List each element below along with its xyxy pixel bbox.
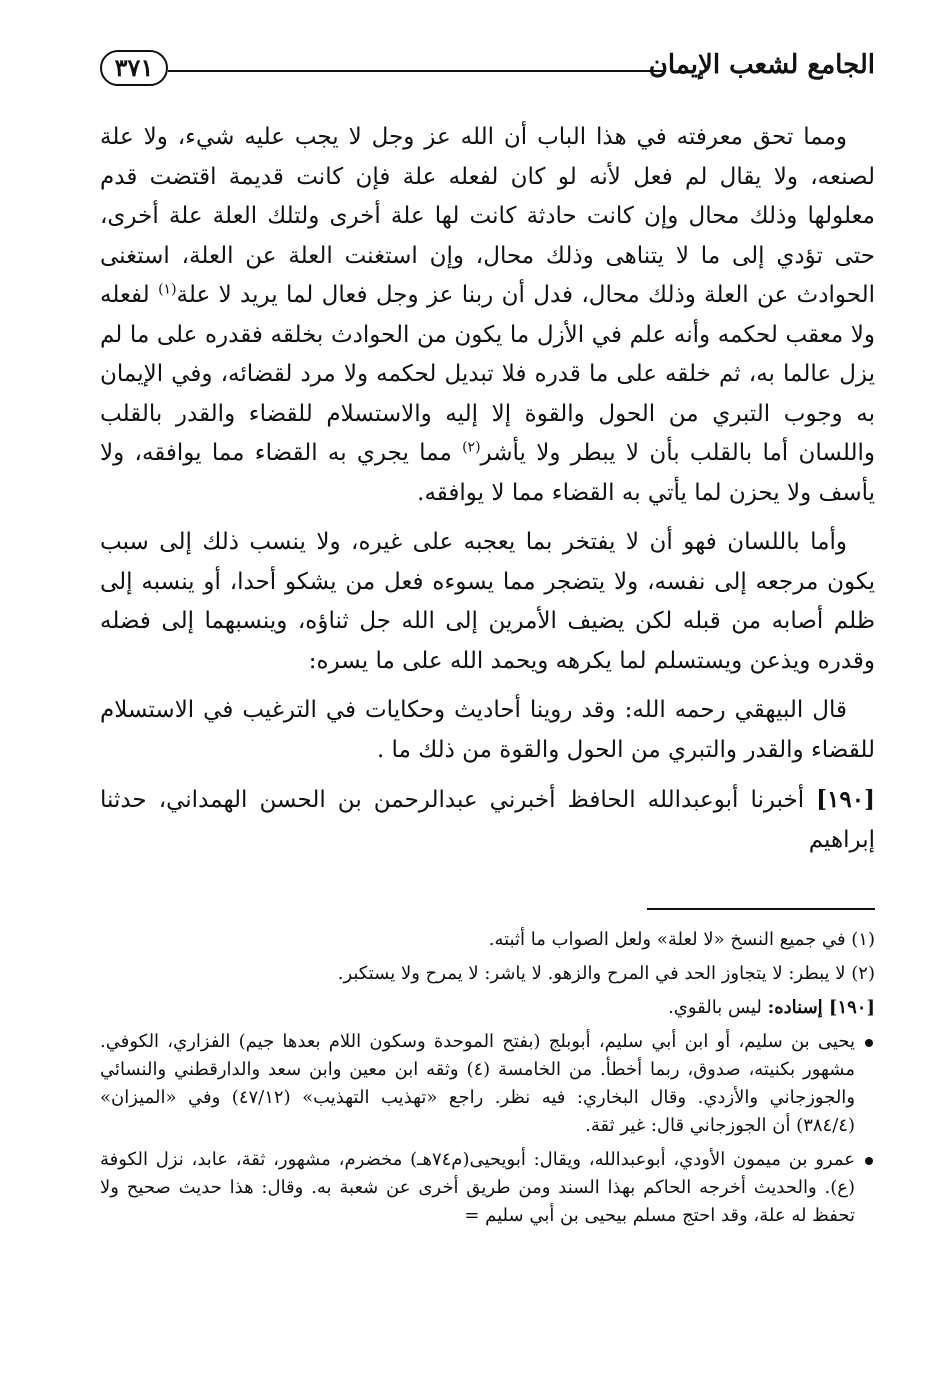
page-header bbox=[100, 44, 875, 94]
footnote-ref-2[interactable]: (٢) bbox=[462, 439, 481, 456]
page-number: ٣٧١ bbox=[100, 50, 168, 86]
footnote-separator bbox=[647, 908, 875, 910]
bullet-icon bbox=[865, 1039, 873, 1047]
paragraph-1-part-3: مما يجري به القضاء مما يوافقه، ولا يأسف ولا يحزن لما يأتي به القضاء مما لا يوافقه. bbox=[100, 440, 875, 506]
list-item bbox=[100, 1146, 875, 1230]
hadith-number: [١٩٠] bbox=[816, 786, 875, 813]
paragraph-3: قال البيهقي رحمه الله: وقد روينا أحاديث وحكايات في الترغيب في الاستسلام للقضاء والقدر والتبري من الحول والقوة من ذلك ما . bbox=[100, 697, 875, 763]
bullet-icon bbox=[865, 1157, 873, 1165]
footnote-1: (١) في جميع النسخ «لا لعلة» ولعل الصواب ما أثبته. bbox=[488, 929, 875, 950]
narrator-note-1: يحيى بن سليم، أو ابن أبي سليم، أبوبلج (بفتح الموحدة وسكون اللام بعدها جيم) الفزاري، الكوفي. مشهور بكنيته، صدوق، ربما أخطأ. من الخامسة (٤) وثقه ابن معين وابن سعد والدارقطني والنسائي والجوزجاني والأزدي. وقال البخاري: فيه نظر. راجع «تهذيب التهذيب» (٤٧/١٢) وفي «الميزان» (٣٨٤/٤) أن الجوزجاني قال: غير ثقة. bbox=[100, 1031, 856, 1136]
paragraph-1-part-1: ومما تحق معرفته في هذا الباب أن الله عز وجل لا يجب عليه شيء، ولا علة لصنعه، ولا يقال لم فعل لأنه لو كان لفعله علة فإن كانت قديمة اقتضت قدم معلولها وذلك محال وإن كانت حادثة كانت لها علة أخرى ولتلك العلة علة أخرى، حتى تؤدي إلى ما لا يتناهى وذلك محال، وإن استغنت العلة عن العلة، استغنى الحوادث عن العلة وذلك محال، فدل أن ربنا عز وجل فعال لما يريد لا علة bbox=[100, 124, 875, 308]
header-rule bbox=[168, 70, 665, 72]
main-text bbox=[100, 118, 875, 870]
footnote-2: (٢) لا يبطر: لا يتجاوز الحد في المرح والزهو. لا ياشر: لا يمرح ولا يستكبر. bbox=[337, 963, 875, 984]
footnote-ref-1[interactable]: (١) bbox=[158, 281, 177, 298]
isnad-label: [١٩٠] إسناده: bbox=[767, 997, 875, 1018]
list-item bbox=[100, 1028, 875, 1140]
paragraph-4 bbox=[100, 780, 875, 860]
narrator-note-2: عمرو بن ميمون الأودي، أبوعبدالله، ويقال: أبويحيى(م٧٤هـ) مخضرم، مشهور، ثقة، عابد، نزل الكوفة (ع). والحديث أخرجه الحاكم بهذا السند ومن طريق أخرى عن شعبة به. وقال: هذا حديث صحيح ولا تحفظ له علة، وقد احتج مسلم بيحيى بن أبي سليم = bbox=[100, 1149, 855, 1226]
paragraph-1-part-2: لفعله ولا معقب لحكمه وأنه علم في الأزل ما يكون من الحوادث بخلقه فقدره على ما لم يزل عالما به، ثم خلقه على ما قدره فلا تبديل لحكمه ولا مرد لقضائه، وفي الإيمان به وجوب التبري من الحول والقوة إلا إليه والاستسلام للقضاء والقدر بالقلب واللسان أما بالقلب بأن لا يبطر ولا يأشر bbox=[100, 282, 875, 466]
book-title: الجامع لشعب الإيمان bbox=[648, 50, 875, 80]
isnad-text: ليس بالقوي. bbox=[668, 997, 768, 1018]
footnotes bbox=[100, 926, 875, 1236]
paragraph-1 bbox=[100, 118, 875, 513]
hadith-text: أخبرنا أبوعبدالله الحافظ أخبرني عبدالرحمن بن الحسن الهمداني، حدثنا إبراهيم bbox=[100, 787, 875, 853]
paragraph-2: وأما باللسان فهو أن لا يفتخر بما يعجبه على غيره، ولا ينسب ذلك إلى سبب يكون مرجعه إلى نفسه، ولا يتضجر مما يسوءه فعل من يشكو أحدا، أو ينسبه إلى ظلم أصابه من قبله لكن يضيف الأمرين إلى الله جل ثناؤه، وينسبهما إلى فضله وقدره ويذعن ويستسلم لما يكرهه ويحمد الله على ما يسره: bbox=[100, 529, 875, 674]
isnad-note bbox=[100, 994, 875, 1022]
narrator-list bbox=[100, 1028, 875, 1230]
